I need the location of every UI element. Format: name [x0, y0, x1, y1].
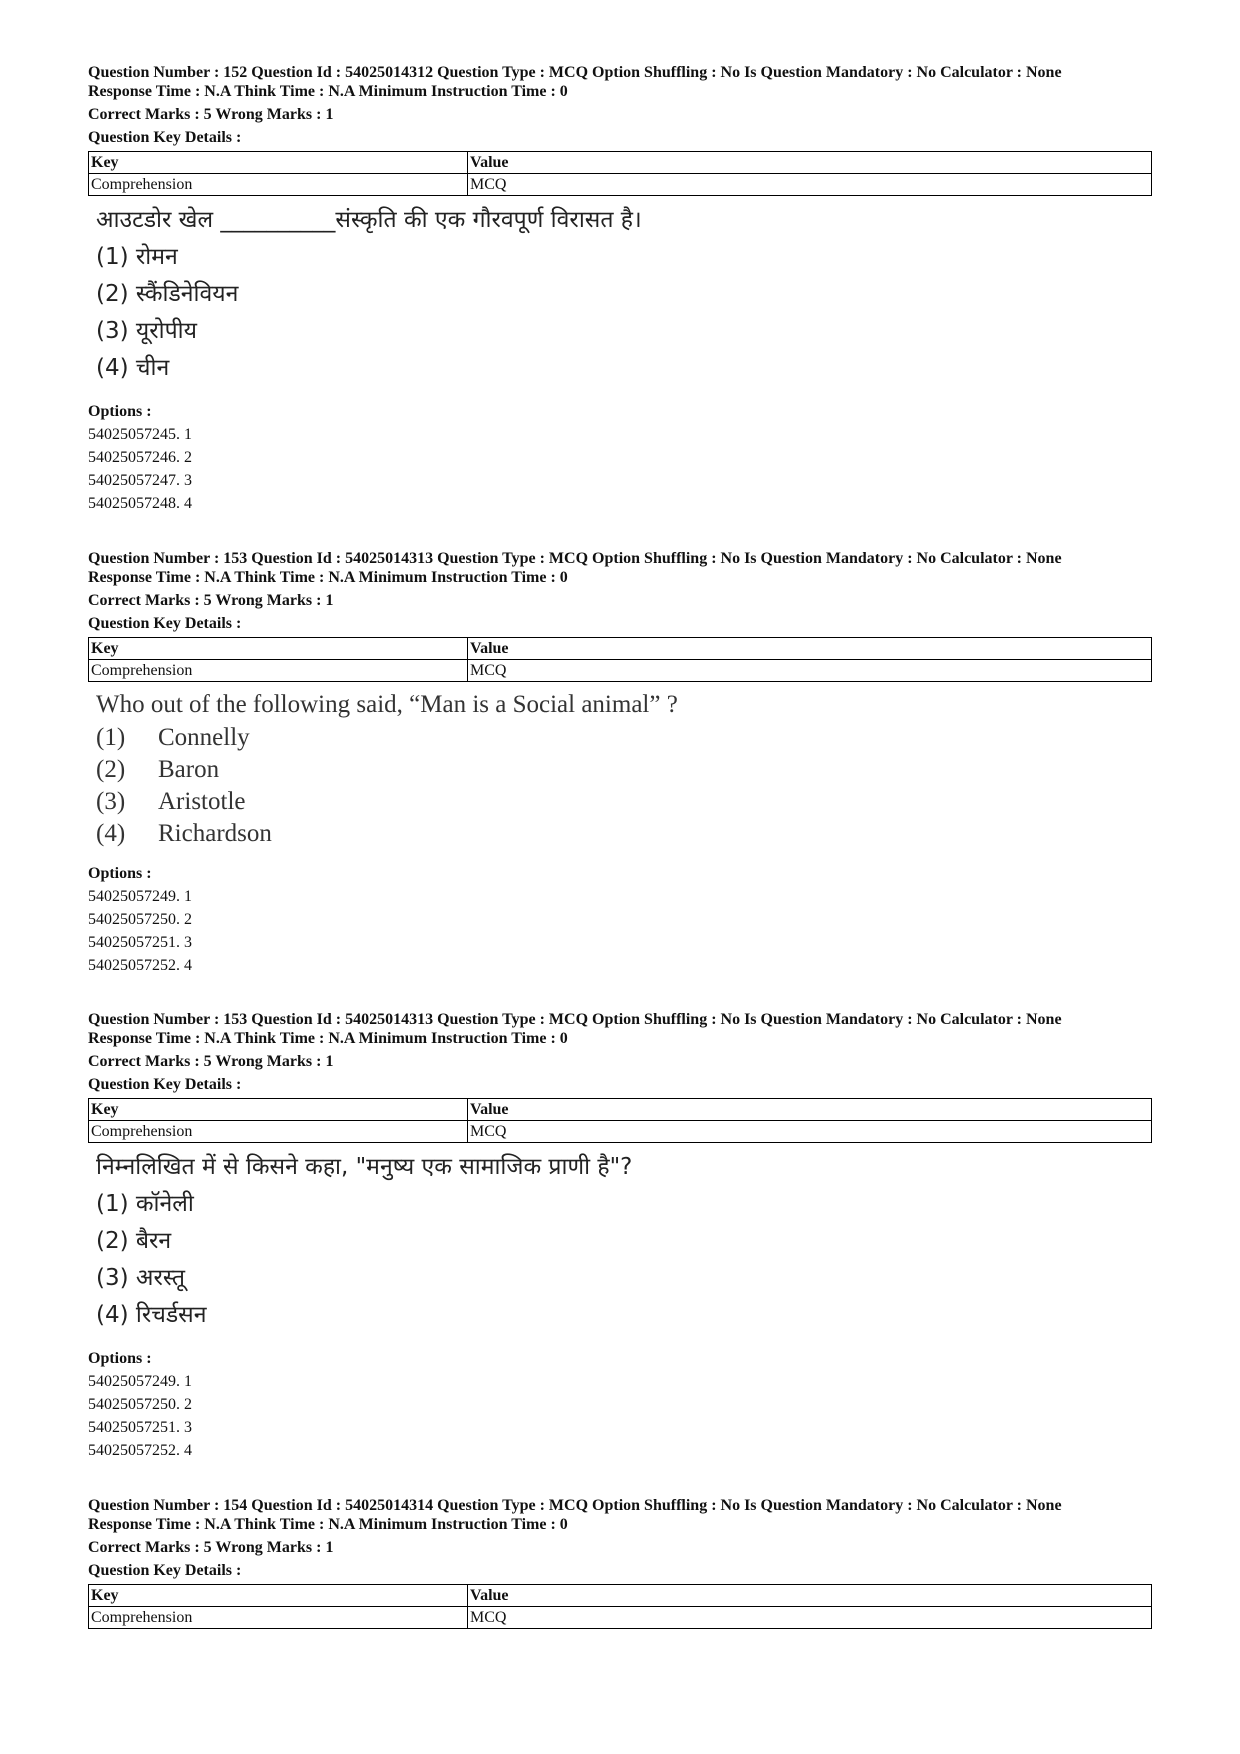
question-block-152 — [88, 63, 1152, 513]
choice-number: (1) — [96, 724, 126, 751]
option-id: 54025057250. 2 — [88, 1396, 192, 1413]
choice-item — [96, 818, 1152, 850]
table-cell-value: MCQ — [468, 1607, 1152, 1629]
option-id: 54025057247. 3 — [88, 472, 192, 489]
question-timing: Response Time : N.A Think Time : N.A Minimum Instruction Time : 0 — [88, 1030, 568, 1047]
question-meta: Question Number : 153 Question Id : 54025014313 Question Type : MCQ Option Shuffling : No Is Question Mandatory : No Calculator : None — [88, 550, 1062, 567]
option-id: 54025057252. 4 — [88, 1442, 192, 1459]
choice-item — [96, 722, 1152, 754]
table-cell-key: Comprehension — [89, 174, 468, 196]
question-content — [96, 1151, 1152, 1335]
question-key-details-label: Question Key Details : — [88, 615, 242, 632]
choice-text: Richardson — [158, 820, 272, 847]
table-header-key: Key — [89, 638, 468, 660]
option-id: 54025057251. 3 — [88, 1419, 192, 1436]
table-cell-key: Comprehension — [89, 1121, 468, 1143]
question-key-table — [88, 637, 1152, 682]
question-marks: Correct Marks : 5 Wrong Marks : 1 — [88, 592, 334, 609]
choice-item: (4) चीन — [96, 355, 170, 381]
option-id: 54025057250. 2 — [88, 911, 192, 928]
table-header-key: Key — [89, 1099, 468, 1121]
question-block-154 — [88, 1496, 1152, 1629]
choice-number: (2) — [96, 756, 126, 783]
question-key-details-label: Question Key Details : — [88, 1562, 242, 1579]
table-row — [89, 174, 1152, 196]
question-content — [96, 204, 1152, 388]
table-header-row — [89, 1099, 1152, 1121]
table-header-key: Key — [89, 1585, 468, 1607]
table-row — [89, 1121, 1152, 1143]
choice-item: (4) रिचर्डसन — [96, 1302, 207, 1328]
question-meta: Question Number : 153 Question Id : 54025014313 Question Type : MCQ Option Shuffling : No Is Question Mandatory : No Calculator : None — [88, 1011, 1062, 1028]
question-timing: Response Time : N.A Think Time : N.A Minimum Instruction Time : 0 — [88, 1516, 568, 1533]
question-meta: Question Number : 154 Question Id : 54025014314 Question Type : MCQ Option Shuffling : No Is Question Mandatory : No Calculator : None — [88, 1497, 1062, 1514]
question-marks: Correct Marks : 5 Wrong Marks : 1 — [88, 1053, 334, 1070]
choice-item: (3) यूरोपीय — [96, 318, 197, 344]
options-label: Options : — [88, 403, 152, 420]
choice-item: (2) स्कैंडिनेवियन — [96, 281, 239, 307]
table-header-row — [89, 1585, 1152, 1607]
choice-text: Baron — [158, 756, 220, 783]
question-block-153-en — [88, 549, 1152, 975]
question-marks: Correct Marks : 5 Wrong Marks : 1 — [88, 106, 334, 123]
table-cell-value: MCQ — [468, 174, 1152, 196]
choice-item: (3) अरस्तू — [96, 1265, 185, 1291]
table-header-key: Key — [89, 152, 468, 174]
option-id: 54025057246. 2 — [88, 449, 192, 466]
question-marks: Correct Marks : 5 Wrong Marks : 1 — [88, 1539, 334, 1556]
table-cell-value: MCQ — [468, 1121, 1152, 1143]
choice-item: (1) रोमन — [96, 244, 178, 270]
choice-text: Connelly — [158, 724, 250, 751]
option-id: 54025057252. 4 — [88, 957, 192, 974]
table-row — [89, 1607, 1152, 1629]
option-id: 54025057249. 1 — [88, 1373, 192, 1390]
table-cell-value: MCQ — [468, 660, 1152, 682]
choice-number: (3) — [96, 788, 126, 815]
choice-item — [96, 786, 1152, 818]
options-label: Options : — [88, 865, 152, 882]
option-id: 54025057245. 1 — [88, 426, 192, 443]
table-header-value: Value — [468, 1585, 1152, 1607]
question-timing: Response Time : N.A Think Time : N.A Minimum Instruction Time : 0 — [88, 569, 568, 586]
option-id: 54025057248. 4 — [88, 495, 192, 512]
options-label: Options : — [88, 1350, 152, 1367]
question-timing: Response Time : N.A Think Time : N.A Minimum Instruction Time : 0 — [88, 83, 568, 100]
question-key-table — [88, 1584, 1152, 1629]
choice-text: Aristotle — [158, 788, 246, 815]
choice-item — [96, 754, 1152, 786]
table-header-value: Value — [468, 638, 1152, 660]
table-header-value: Value — [468, 1099, 1152, 1121]
question-key-details-label: Question Key Details : — [88, 1076, 242, 1093]
question-text: निम्नलिखित में से किसने कहा, "मनुष्य एक सामाजिक प्राणी है"? — [96, 1154, 633, 1180]
table-header-row — [89, 152, 1152, 174]
table-cell-key: Comprehension — [89, 660, 468, 682]
table-header-value: Value — [468, 152, 1152, 174]
question-block-153-hi — [88, 1010, 1152, 1460]
question-key-details-label: Question Key Details : — [88, 129, 242, 146]
choice-item: (2) बैरन — [96, 1228, 172, 1254]
table-cell-key: Comprehension — [89, 1607, 468, 1629]
choice-number: (4) — [96, 820, 126, 847]
question-text: Who out of the following said, “Man is a Social animal” ? — [96, 691, 678, 718]
table-row — [89, 660, 1152, 682]
option-id: 54025057249. 1 — [88, 888, 192, 905]
question-meta: Question Number : 152 Question Id : 54025014312 Question Type : MCQ Option Shuffling : No Is Question Mandatory : No Calculator : None — [88, 64, 1062, 81]
question-content — [96, 690, 1152, 850]
question-text: आउटडोर खेल __________संस्कृति की एक गौरवपूर्ण विरासत है। — [96, 207, 642, 233]
table-header-row — [89, 638, 1152, 660]
option-id: 54025057251. 3 — [88, 934, 192, 951]
question-key-table — [88, 151, 1152, 196]
question-key-table — [88, 1098, 1152, 1143]
choice-item: (1) कॉनेली — [96, 1191, 194, 1217]
